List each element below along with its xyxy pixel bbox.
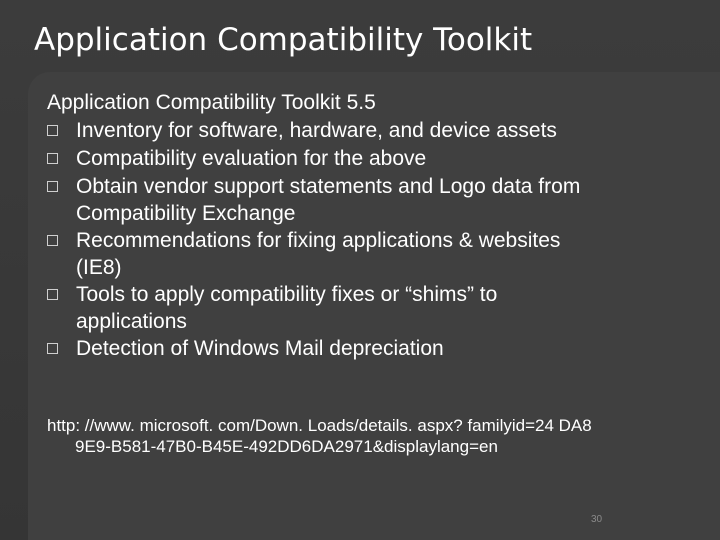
body-heading: Application Compatibility Toolkit 5.5 [47,91,376,114]
bullet-item [47,117,707,145]
square-bullet-icon [47,235,58,246]
bullet-item [47,173,707,227]
bullet-text [76,335,707,363]
bullet-line-continued: (IE8) [76,256,122,279]
bullet-text [76,145,707,173]
link-line-1[interactable]: http: //www. microsoft. com/Down. Loads/details. aspx? familyid=24 DA8 [47,416,592,435]
bullet-item [47,227,707,281]
slide-title: Application Compatibility Toolkit [34,22,533,58]
bullet-item [47,335,707,363]
bullet-line: Compatibility evaluation for the above [76,147,427,170]
bullet-line: Detection of Windows Mail depreciation [76,337,444,360]
slide-body [47,89,707,363]
bullet-text [76,117,707,145]
square-bullet-icon [47,181,58,192]
bullet-line: Inventory for software, hardware, and device assets [76,119,557,142]
bullet-line: Recommendations for fixing applications & websites [76,229,561,252]
bullet-text [76,281,707,335]
square-bullet-icon [47,289,58,300]
link-line-2[interactable]: 9E9-B581-47B0-B45E-492DD6DA2971&displaylang=en [75,437,498,456]
download-link[interactable] [47,415,717,457]
square-bullet-icon [47,153,58,164]
bullet-item [47,145,707,173]
bullet-item [47,281,707,335]
bullet-line: Tools to apply compatibility fixes or “shims” to [76,283,498,306]
bullet-text [76,173,707,227]
bullet-line-continued: applications [76,310,187,333]
page-number: 30 [591,514,603,525]
bullet-line-continued: Compatibility Exchange [76,202,296,225]
bullet-line: Obtain vendor support statements and Logo data from [76,175,581,198]
square-bullet-icon [47,343,58,354]
bullet-text [76,227,707,281]
square-bullet-icon [47,125,58,136]
bullet-list [47,117,707,363]
